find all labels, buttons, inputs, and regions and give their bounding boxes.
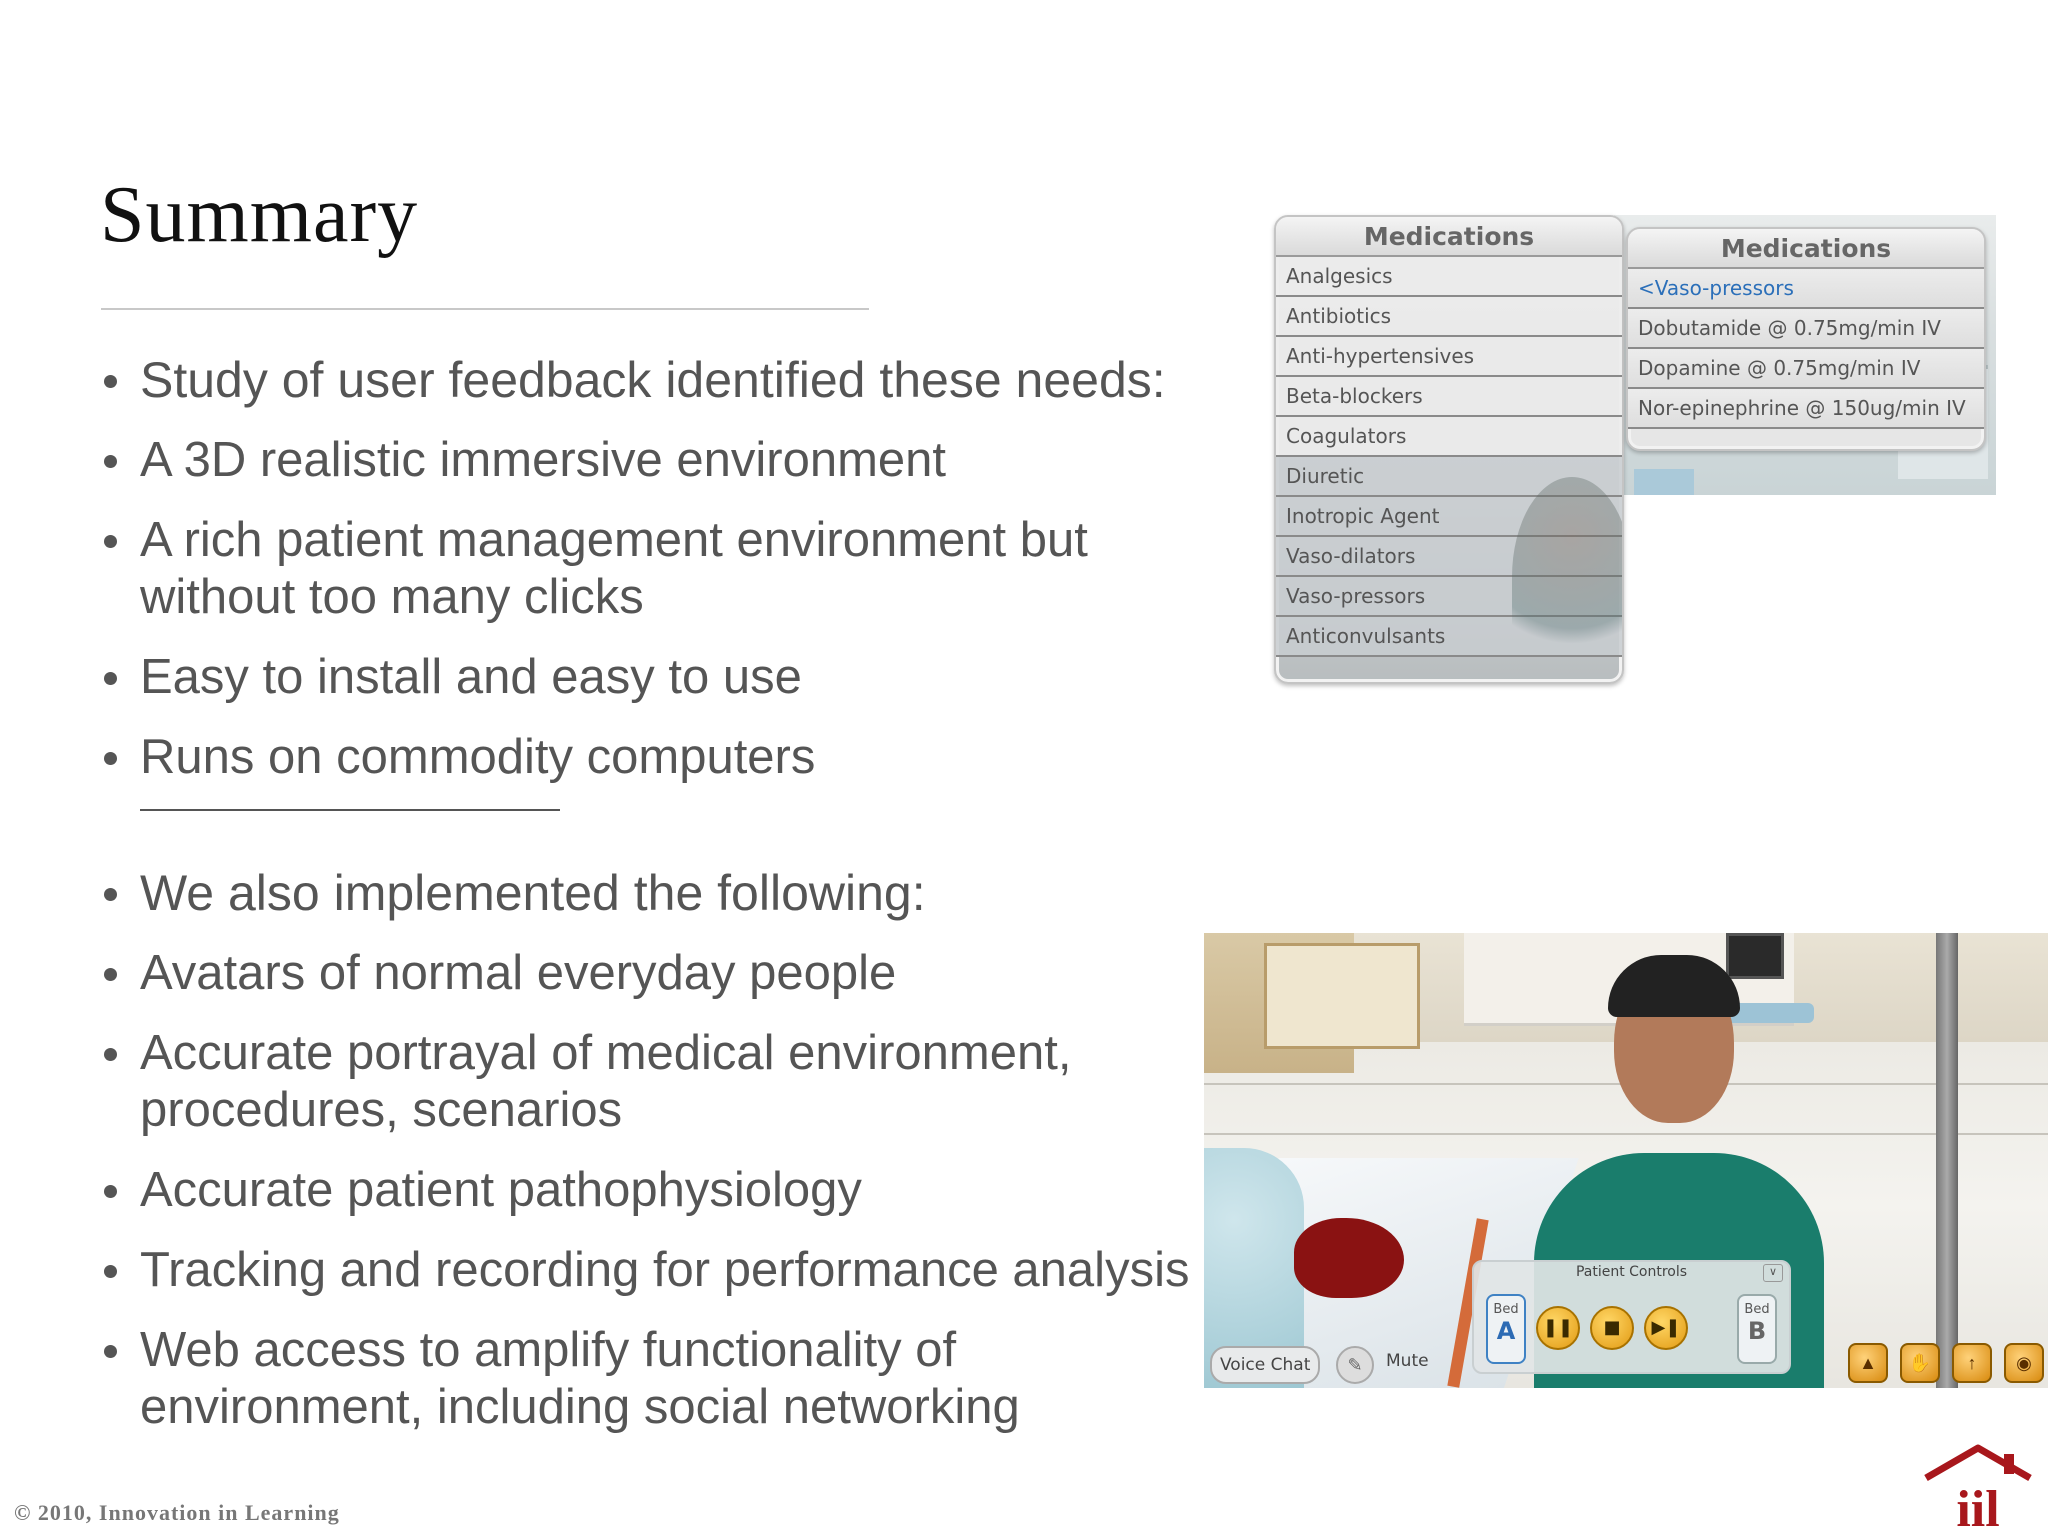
pause-icon: ❚❚ bbox=[1542, 1317, 1574, 1338]
name-tool-icon[interactable]: ▲ bbox=[1848, 1343, 1888, 1383]
bed-label: Bed bbox=[1493, 1302, 1519, 1317]
next-button[interactable] bbox=[1644, 1306, 1688, 1350]
bed-label: Bed bbox=[1744, 1302, 1770, 1317]
blood-pool bbox=[1294, 1218, 1404, 1298]
voice-chat-button[interactable]: Voice Chat bbox=[1210, 1346, 1320, 1384]
iil-logo bbox=[1918, 1442, 2038, 1530]
floor-line bbox=[1204, 1133, 2048, 1135]
bullet-item: We also implemented the following: bbox=[100, 865, 1240, 922]
bullet-item: Web access to amplify functionality of environment, including social networking bbox=[100, 1322, 1240, 1436]
monitor bbox=[1726, 933, 1784, 979]
menu-item-vaso-dilators[interactable]: Vaso-dilators bbox=[1276, 537, 1622, 577]
bullet-item: Accurate portrayal of medical environment, procedures, scenarios bbox=[100, 1025, 1240, 1139]
bullet-list bbox=[100, 352, 1240, 1459]
patient-controls-panel bbox=[1472, 1260, 1791, 1374]
menu-item-analgesics[interactable]: Analgesics bbox=[1276, 257, 1622, 297]
collapse-icon[interactable]: ∨ bbox=[1763, 1264, 1783, 1282]
mute-label: Mute bbox=[1386, 1351, 1429, 1371]
bullet-item: A 3D realistic immersive environment bbox=[100, 432, 1240, 489]
copyright-footer: © 2010, Innovation in Learning bbox=[14, 1500, 340, 1525]
window-door bbox=[1264, 943, 1420, 1049]
bullet-item: Study of user feedback identified these needs: bbox=[100, 352, 1240, 409]
stop-button[interactable] bbox=[1590, 1306, 1634, 1350]
medications-menu bbox=[1274, 215, 1624, 684]
supply-box bbox=[1634, 469, 1694, 495]
pause-button[interactable] bbox=[1536, 1306, 1580, 1350]
medications-screenshot bbox=[1274, 215, 1996, 685]
bed-b-letter: B bbox=[1747, 1317, 1767, 1345]
back-to-vaso-pressors[interactable]: <Vaso-pressors bbox=[1628, 269, 1984, 309]
bed-a-letter: A bbox=[1496, 1317, 1516, 1345]
menu-item-diuretic[interactable]: Diuretic bbox=[1276, 457, 1622, 497]
patient-controls-title: Patient Controls bbox=[1575, 1264, 1688, 1280]
menu-item-vaso-pressors[interactable]: Vaso-pressors bbox=[1276, 577, 1622, 617]
eye-icon[interactable]: ◉ bbox=[2004, 1343, 2044, 1383]
bullet-item: A rich patient management environment but without too many clicks bbox=[100, 512, 1240, 626]
stop-icon: ■ bbox=[1603, 1317, 1621, 1338]
menu-item-coagulators[interactable]: Coagulators bbox=[1276, 417, 1622, 457]
skip-icon: ▶❚ bbox=[1651, 1317, 1681, 1338]
bed-a-button[interactable] bbox=[1486, 1294, 1526, 1364]
separator-line bbox=[140, 809, 560, 811]
menu-item-beta-blockers[interactable]: Beta-blockers bbox=[1276, 377, 1622, 417]
bed-b-button[interactable] bbox=[1737, 1294, 1777, 1364]
bullet-item: Easy to install and easy to use bbox=[100, 649, 1240, 706]
bullet-item: Runs on commodity computers bbox=[100, 729, 1240, 786]
submenu-item-dobutamide[interactable]: Dobutamide @ 0.75mg/min IV bbox=[1628, 309, 1984, 349]
submenu-header: Medications bbox=[1628, 229, 1984, 269]
title-divider bbox=[101, 308, 869, 310]
hand-icon[interactable]: ✋ bbox=[1900, 1343, 1940, 1383]
vaso-pressors-submenu bbox=[1626, 227, 1986, 451]
submenu-item-nor-epinephrine[interactable]: Nor-epinephrine @ 150ug/min IV bbox=[1628, 389, 1984, 429]
mute-icon[interactable]: ✎ bbox=[1336, 1346, 1374, 1384]
iv-pole bbox=[1936, 933, 1958, 1388]
menu-item-anticonvulsants[interactable]: Anticonvulsants bbox=[1276, 617, 1622, 657]
bullet-item: Avatars of normal everyday people bbox=[100, 945, 1240, 1002]
menu-item-anti-hypertensives[interactable]: Anti-hypertensives bbox=[1276, 337, 1622, 377]
bullet-item: Accurate patient pathophysiology bbox=[100, 1162, 1240, 1219]
separator bbox=[100, 809, 1240, 843]
slide-title: Summary bbox=[100, 171, 419, 259]
menu-item-antibiotics[interactable]: Antibiotics bbox=[1276, 297, 1622, 337]
menu-item-inotropic-agent[interactable]: Inotropic Agent bbox=[1276, 497, 1622, 537]
svg-text:iil: iil bbox=[1956, 1481, 2000, 1530]
up-arrow-icon[interactable]: ↑ bbox=[1952, 1343, 1992, 1383]
submenu-item-dopamine[interactable]: Dopamine @ 0.75mg/min IV bbox=[1628, 349, 1984, 389]
simulation-screenshot bbox=[1204, 933, 2048, 1388]
menu-header: Medications bbox=[1276, 217, 1622, 257]
bullet-item: Tracking and recording for performance analysis bbox=[100, 1242, 1240, 1299]
background-avatar bbox=[1512, 477, 1624, 677]
